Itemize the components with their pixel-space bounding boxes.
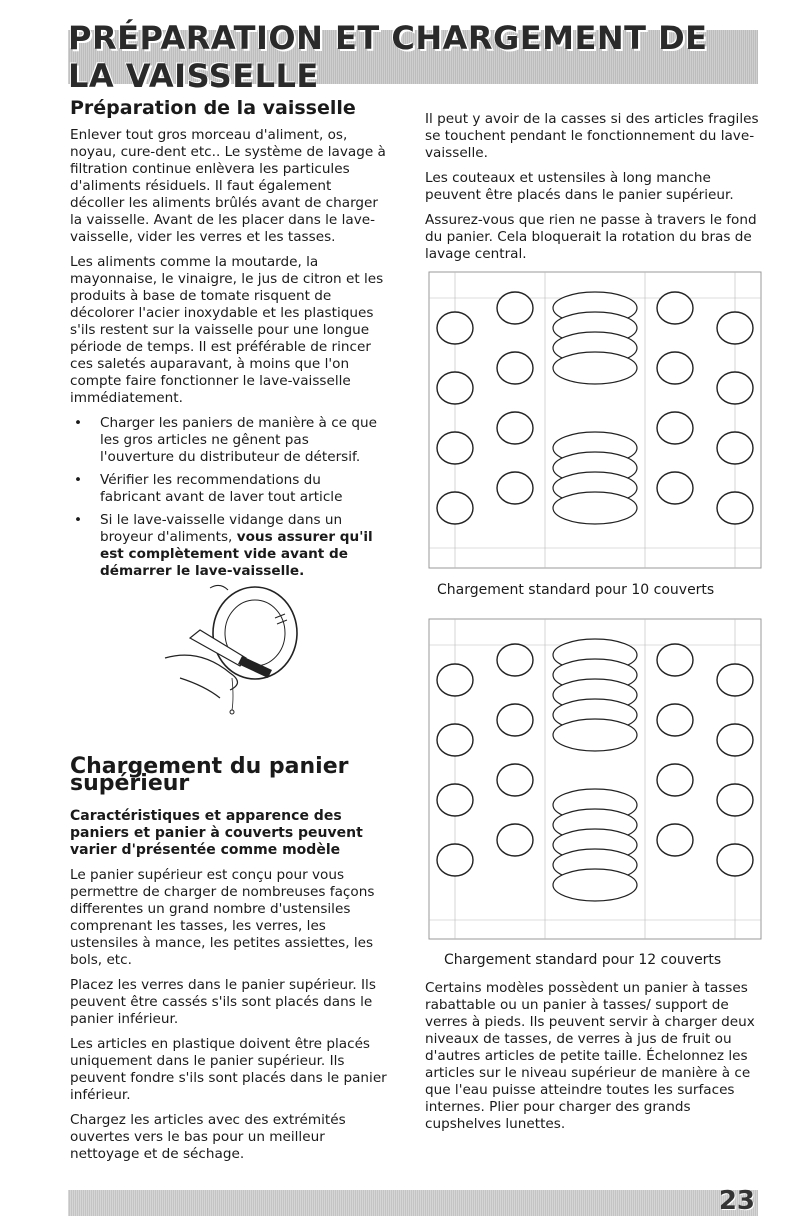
paragraph: Assurez-vous que rien ne passe à travers le fond du panier. Cela bloquerait la rotation du bras de lavage central. xyxy=(425,212,757,262)
footer-bar xyxy=(68,1190,758,1216)
warning-text: vous assurer qu'il est complètement vide avant de démarrer le lave-vaisselle. xyxy=(100,529,373,579)
right-column-lower xyxy=(425,980,765,1141)
left-column-lower xyxy=(70,754,390,1171)
list-item xyxy=(70,512,386,580)
paragraph: Il peut y avoir de la casses si des articles fragiles se touchent pendant le fonctionnement du lave-vaisselle. xyxy=(425,111,759,161)
paragraph: Enlever tout gros morceau d'aliment, os, noyau, cure-dent etc.. Le système de lavage à filtration continue enlèvera les particules d'aliments résiduels. Il faut également décoller les aliments brûlés avant de charger la vaisselle. Avant de les placer dans le lave-vaisselle, vider les verres et les tasses. xyxy=(70,127,386,245)
caption-12-settings: Chargement standard pour 12 couverts xyxy=(444,952,722,968)
section-heading-upper-rack: Chargement du panier supérieur xyxy=(70,754,349,796)
section-heading-preparation: Préparation de la vaisselle xyxy=(70,97,356,119)
right-column xyxy=(425,111,765,271)
upper-rack-12-settings-illustration xyxy=(425,615,765,945)
upper-rack-10-settings-illustration xyxy=(425,268,765,578)
paragraph: Le panier supérieur est conçu pour vous permettre de charger de nombreuses façons differentes un grand nombre d'ustensiles comprenant les tasses, les verres, les ustensiles à mance, les petites assiettes, les bols, etc. xyxy=(70,867,375,968)
page-number: 23 xyxy=(718,1186,755,1216)
left-column xyxy=(70,97,386,586)
paragraph: Les articles en plastique doivent être placés uniquement dans le panier supérieur. Ils peuvent fondre s'ils sont placés dans le panier inférieur. xyxy=(70,1036,387,1103)
list-item: • Charger les paniers de manière à ce que les gros articles ne gênent pas l'ouverture du distributeur de détersif. xyxy=(70,415,386,466)
bullet-list xyxy=(70,415,386,580)
paragraph: Chargez les articles avec des extrémités ouvertes vers le bas pour un meilleur nettoyage et de séchage. xyxy=(70,1112,346,1162)
paragraph: Les couteaux et ustensiles à long manche peuvent être placés dans le panier supérieur. xyxy=(425,170,734,203)
subheading: Caractéristiques et apparence des paniers et panier à couverts peuvent varier d'présentée comme modèle xyxy=(70,808,363,858)
page-title: PRÉPARATION ET CHARGEMENT DE LA VAISSELLE xyxy=(68,19,708,95)
title-banner xyxy=(68,19,758,95)
plate-scraping-illustration xyxy=(160,578,310,718)
caption-10-settings: Chargement standard pour 10 couverts xyxy=(437,582,715,598)
list-item-text: Si le lave-vaisselle vidange dans un broyeur d'aliments, xyxy=(100,512,343,545)
paragraph: Les aliments comme la moutarde, la mayonnaise, le vinaigre, le jus de citron et les produits à base de tomate risquent de décolorer l'acier inoxydable et les plastiques s'ils restent sur la vaisselle pour une longue période de temps. Il est préférable de rincer ces saletés auparavant, à moins que l'on compte faire fonctionner le lave-vaisselle immédiatement. xyxy=(70,254,384,406)
paragraph: Placez les verres dans le panier supérieur. Ils peuvent être cassés s'ils sont placés dans le panier inférieur. xyxy=(70,977,376,1027)
list-item: • Vérifier les recommendations du fabricant avant de laver tout article xyxy=(70,472,386,506)
paragraph: Certains modèles possèdent un panier à tasses rabattable ou un panier à tasses/ support de verres à pieds. Ils peuvent servir à charger deux niveaux de tasses, de verres à jus de fruit ou d'autres articles de petite taille. Échelonnez les articles sur le niveau supérieur de manière à ce que l'eau puisse atteindre toutes les surfaces internes. Plier pour charger des grands cupshelves lunettes. xyxy=(425,980,755,1132)
